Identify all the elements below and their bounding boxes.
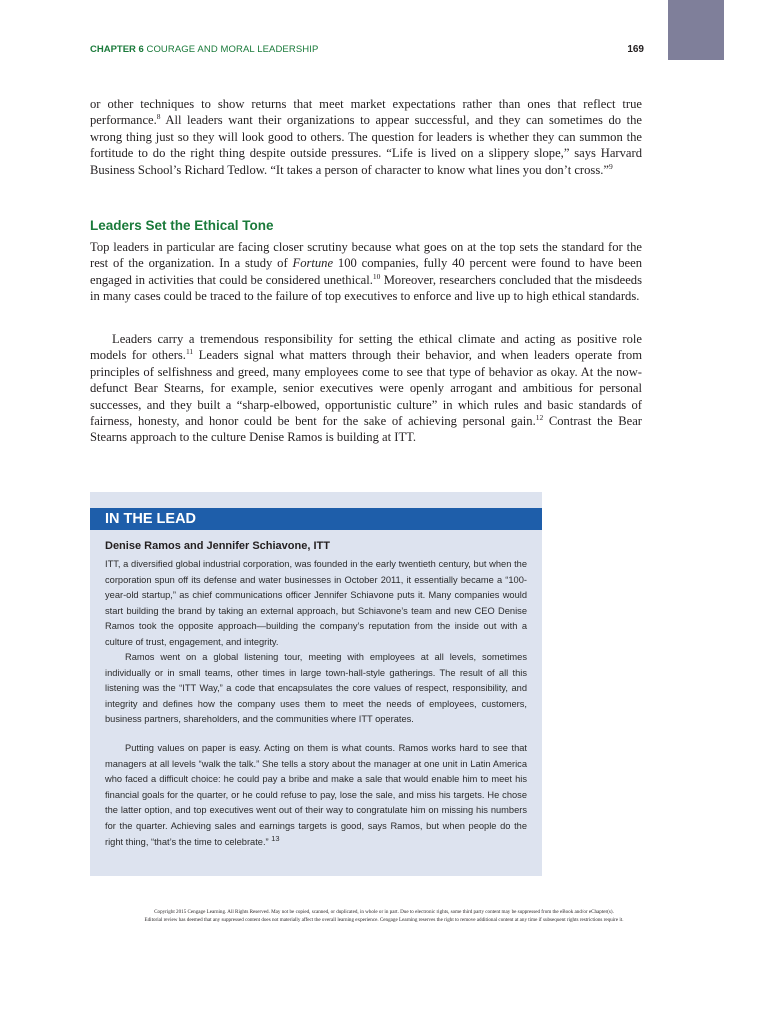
footnote-ref-11: 11 (185, 347, 194, 357)
body-paragraph-2 (90, 239, 642, 305)
p2-text-a: Top leaders in particular are facing closer scrutiny because what goes on at the top sets the standard for the rest of the organization. In a study of (90, 240, 642, 271)
p2-text-c: Moreover, researchers concluded that the misdeeds in many cases could be traced to the failure of top executives to enforce and live up to high ethical standards. (90, 272, 643, 304)
body-paragraph-1 (90, 96, 642, 178)
in-the-lead-title: IN THE LEAD (105, 511, 197, 527)
copyright-line-1: Copyright 2015 Cengage Learning. All Rights Reserved. May not be copied, scanned, or duplicated, in whole or in part. Due to electronic rights, some third party content may be suppressed from the eBook and/or eChapter(s). (154, 909, 614, 915)
footnote-ref-10: 10 (372, 271, 381, 281)
p3-text-a: Leaders carry a tremendous responsibility for setting the ethical climate and acting as positive role models for others. (90, 332, 642, 363)
body-paragraph-3 (90, 331, 642, 446)
footnote-ref-13: 13 (271, 833, 280, 843)
copyright-line-2: Editorial review has deemed that any suppressed content does not materially affect the overall learning experience. Cengage Learning reserves the right to remove additional content at any time if subsequent rights restrictions require it. (144, 917, 624, 923)
p3-text-b: Leaders signal what matters through their behavior, and when leaders operate from principles of selfishness and greed, many employees come to see that type of behavior as okay. At the now-defunct Bear Stearns, for example, senior executives were openly arrogant and ambitious for personal successes, and they built a “sharp-elbowed, opportunistic culture” in which rules and basic standards of fairness, honesty, and honor could be bent for the sake of achieving personal gain. (90, 348, 642, 429)
chapter-title: COURAGE AND MORAL LEADERSHIP (146, 44, 319, 55)
lead-paragraph-1: ITT, a diversified global industrial corporation, was founded in the early twentieth century, but when the corporation spun off its defense and water businesses in October 2011, it essentially became a “100-year-old startup,” as chief communications officer Jennifer Schiavone puts it. Many companies would start building the brand by taking an external approach, but Schiavone’s team and new CEO Denise Ramos took the opposite approach—building the company’s reputation from the inside out with a culture of trust, engagement, and integrity. (105, 559, 527, 647)
running-header (90, 44, 642, 55)
p3-text-c: Contrast the Bear Stearns approach to the culture Denise Ramos is building at ITT. (90, 414, 642, 445)
in-the-lead-subtitle: Denise Ramos and Jennifer Schiavone, ITT (105, 540, 330, 552)
chapter-number: CHAPTER 6 (90, 44, 144, 55)
page-corner-tab (668, 0, 724, 60)
lead-paragraph-2: Ramos went on a global listening tour, meeting with employees at all levels, sometimes individually or in small teams, other times in large town-hall-style gatherings. The result of all this listening was the “ITT Way,” a code that encapsulates the core values of respect, responsibility, and integrity and defines how the company uses them to meet the needs of employees, customers, business partners, shareholders, and the communities where ITT operates. (105, 652, 527, 725)
footnote-ref-12: 12 (535, 412, 544, 422)
copyright-notice (40, 908, 728, 924)
p2-text-b: 100 companies, fully 40 percent were found to have been engaged in activities that could be considered unethical. (90, 256, 642, 287)
section-heading: Leaders Set the Ethical Tone (90, 218, 274, 233)
lead-p3-text: Putting values on paper is easy. Acting on them is what counts. Ramos works hard to see that managers at all levels “walk the talk.” She tells a story about the manager at one unit in Latin America who faced a difficult choice: he could pay a bribe and make a sale that would enable him to meet his financial goals for the quarter, or he could refuse to pay, lose the sale, and miss his targets. He chose the latter option, and top executives went out of their way to congratulate him on missing his numbers for the quarter. Achieving sales and earnings targets is good, says Ramos, but when people do the right thing, “that’s the time to celebrate.” (105, 743, 527, 847)
footnote-ref-9: 9 (608, 161, 613, 171)
p2-italic: Fortune (292, 256, 334, 271)
footnote-ref-8: 8 (156, 112, 161, 122)
lead-paragraph-3 (105, 741, 527, 850)
p1-text-a: or other techniques to show returns that meet market expectations rather than ones that reflect true performance. (90, 97, 642, 128)
page-number: 169 (627, 44, 644, 55)
p1-text-b: All leaders want their organizations to appear successful, and they can sometimes do the wrong thing just so they will look good to others. The question for leaders is whether they can summon the fortitude to do the right thing despite outside pressures. “Life is lived on a slippery slope,” says Harvard Business School’s Richard Tedlow. “It takes a person of character to know what lines you don’t cross.” (90, 113, 642, 177)
